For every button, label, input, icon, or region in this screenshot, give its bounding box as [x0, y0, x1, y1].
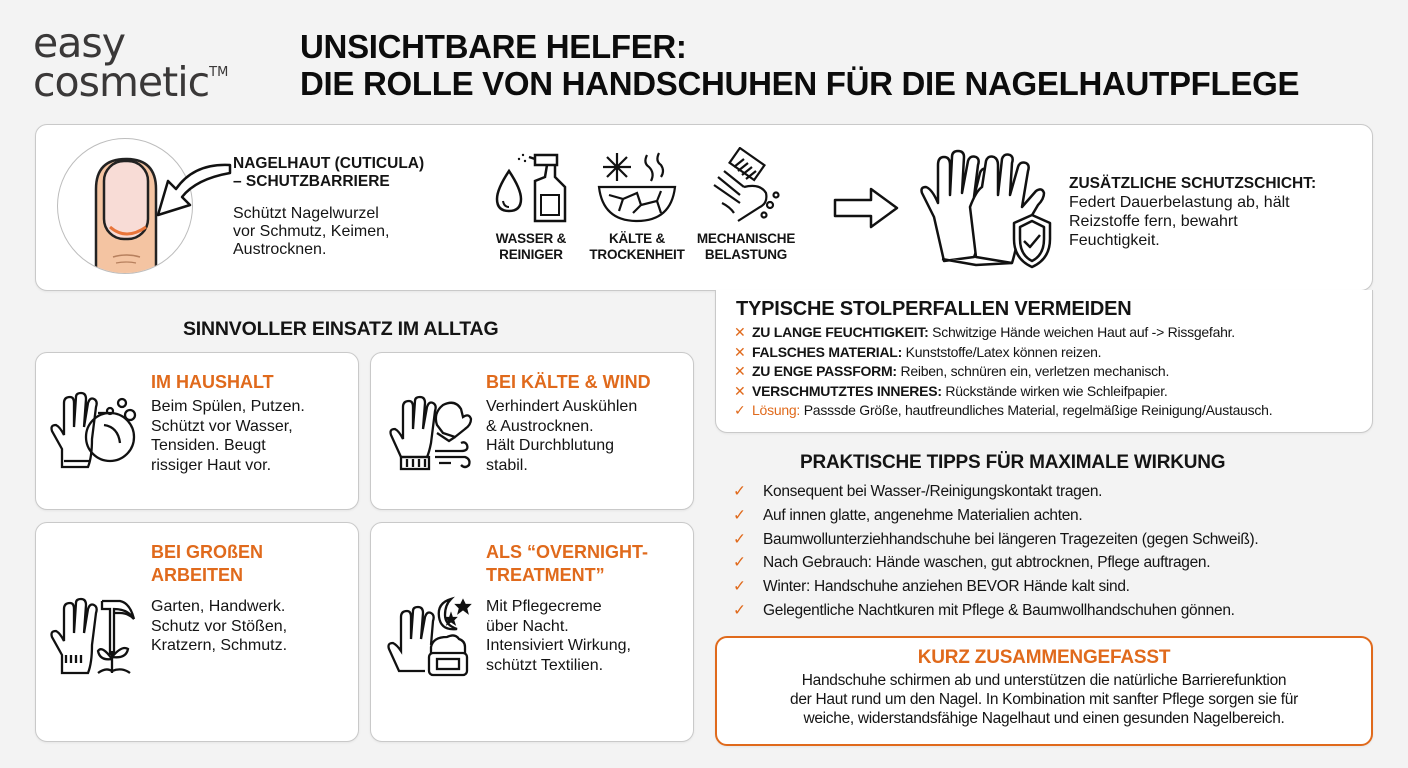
pitfall-item: ✕ ZU LANGE FEUCHTIGKEIT: Schwitzige Hände weichen Haut auf -> Rissgefahr. [734, 323, 1272, 343]
usage-card-big-work [35, 522, 359, 742]
page-title: UNSICHTBARE HELFER: DIE ROLLE VON HANDSCHUHEN FÜR DIE NAGELHAUTPFLEGE [300, 28, 1300, 102]
cross-icon: ✕ [734, 382, 746, 399]
cross-icon: ✕ [734, 363, 746, 379]
pitfalls-panel [715, 290, 1373, 433]
tip-item: ✓ Nach Gebrauch: Hände waschen, gut abtrocknen, Pflege auftragen. [733, 551, 1258, 575]
checkmark-icon: ✓ [733, 506, 746, 524]
arrow-right-icon [833, 187, 899, 229]
pointer-arrow-icon [144, 159, 234, 223]
cuticle-title: NAGELHAUT (CUTICULA) – SCHUTZBARRIERE [233, 155, 425, 190]
tips-list [733, 480, 1258, 623]
factor-cold-dryness: KÄLTE & TROCKENHEIT [577, 147, 697, 263]
factor-water-cleaner: WASSER & REINIGER [471, 147, 591, 263]
hand-brush-icon [704, 147, 788, 223]
factor-mechanical-stress: MECHANISCHE BELASTUNG [686, 147, 806, 263]
glove-cream-moon-icon [385, 595, 475, 677]
usage-card-text: Beim Spülen, Putzen. Schützt vor Wasser, Tensiden. Beugt rissiger Haut vor. [151, 398, 305, 474]
tip-item: ✓ Auf innen glatte, angenehme Materialien achten. [733, 504, 1258, 528]
cold-dry-icon [595, 147, 679, 223]
tips-title: PRAKTISCHE TIPPS FÜR MAXIMALE WIRKUNG [800, 452, 1226, 473]
pitfall-item: ✕ VERSCHMUTZTES INNERES: Rückstände wirken wie Schleifpapier. [734, 382, 1272, 402]
summary-title: KURZ ZUSAMMENGEFASST [917, 647, 1171, 668]
checkmark-icon: ✓ [734, 402, 746, 418]
usage-card-title: IM HAUSHALT [151, 372, 274, 392]
protection-title: ZUSÄTZLICHE SCHUTZSCHICHT: [1069, 175, 1317, 192]
brand-logo [33, 19, 229, 106]
summary-box [715, 636, 1373, 746]
cuticle-overview-panel [35, 124, 1373, 291]
brand-line1: easy [33, 19, 125, 67]
pitfall-item: ✕ FALSCHES MATERIAL: Kunststoffe/Latex können reizen. [734, 343, 1272, 363]
pitfalls-list [734, 323, 1272, 421]
pitfalls-title: TYPISCHE STOLPERFALLEN VERMEIDEN [736, 298, 1132, 320]
water-spray-icon [489, 147, 573, 223]
cuticle-text: Schützt Nagelwurzel vor Schmutz, Keimen, Austrocknen. [233, 205, 390, 258]
usage-card-text: Garten, Handwerk. Schutz vor Stößen, Kratzern, Schmutz. [151, 598, 288, 654]
trademark: TM [209, 64, 229, 80]
protection-text: Federt Dauerbelastung ab, hält Reizstoffe fern, bewahrt Feuchtigkeit. [1069, 194, 1290, 249]
glove-mitten-wind-icon [385, 393, 475, 473]
checkmark-icon: ✓ [733, 578, 746, 596]
tip-item: ✓ Baumwollunterziehhandschuhe bei längeren Tragezeiten (gegen Schweiß). [733, 528, 1258, 552]
usage-card-cold-wind [370, 352, 694, 510]
checkmark-icon: ✓ [733, 554, 746, 572]
checkmark-icon: ✓ [733, 483, 746, 500]
glove-dish-icon [48, 391, 138, 471]
usage-card-text: Verhindert Auskühlen & Austrocknen. Hält Durchblutung stabil. [486, 398, 638, 474]
usage-card-overnight [370, 522, 694, 742]
pitfall-item: ✕ ZU ENGE PASSFORM: Reiben, schnüren ein, verletzen mechanisch. [734, 362, 1272, 382]
checkmark-icon: ✓ [733, 601, 746, 619]
pitfall-solution: ✓ Lösung: Passsde Größe, hautfreundliches Material, regelmäßige Reinigung/Austausch. [734, 401, 1272, 421]
usage-card-household [35, 352, 359, 510]
tip-item: ✓ Konsequent bei Wasser-/Reinigungskontakt tragen. [733, 480, 1258, 504]
usage-card-title: BEI KÄLTE & WIND [486, 372, 651, 392]
cross-icon: ✕ [734, 324, 746, 340]
usage-card-text: Mit Pflegecreme über Nacht. Intensiviert Wirkung, schützt Textilien. [486, 598, 631, 674]
brand-line2: cosmetic™ [33, 57, 229, 106]
tip-item: ✓ Winter: Handschuhe anziehen BEVOR Hände kalt sind. [733, 575, 1258, 599]
gloves-shield-icon [914, 147, 1054, 272]
cross-icon: ✕ [734, 343, 746, 360]
usage-card-title: ALS “OVERNIGHT- TREATMENT” [486, 542, 649, 585]
glove-hammer-plant-icon [48, 595, 138, 677]
usage-section-title: SINNVOLLER EINSATZ IM ALLTAG [183, 318, 499, 340]
tip-item: ✓ Gelegentliche Nachtkuren mit Pflege & Baumwollhandschuhen gönnen. [733, 599, 1258, 623]
usage-card-title: BEI GROßEN ARBEITEN [151, 542, 264, 585]
checkmark-icon: ✓ [733, 530, 746, 548]
summary-text: Handschuhe schirmen ab und unterstützen die natürliche Barrierefunktion der Haut rund um den Nagel. In Kombination mit sanfter Pflege sorgen sie für weiche, widerstandsfähige Nagelhaut und einen gesunden Nagelbereich. [790, 672, 1298, 727]
